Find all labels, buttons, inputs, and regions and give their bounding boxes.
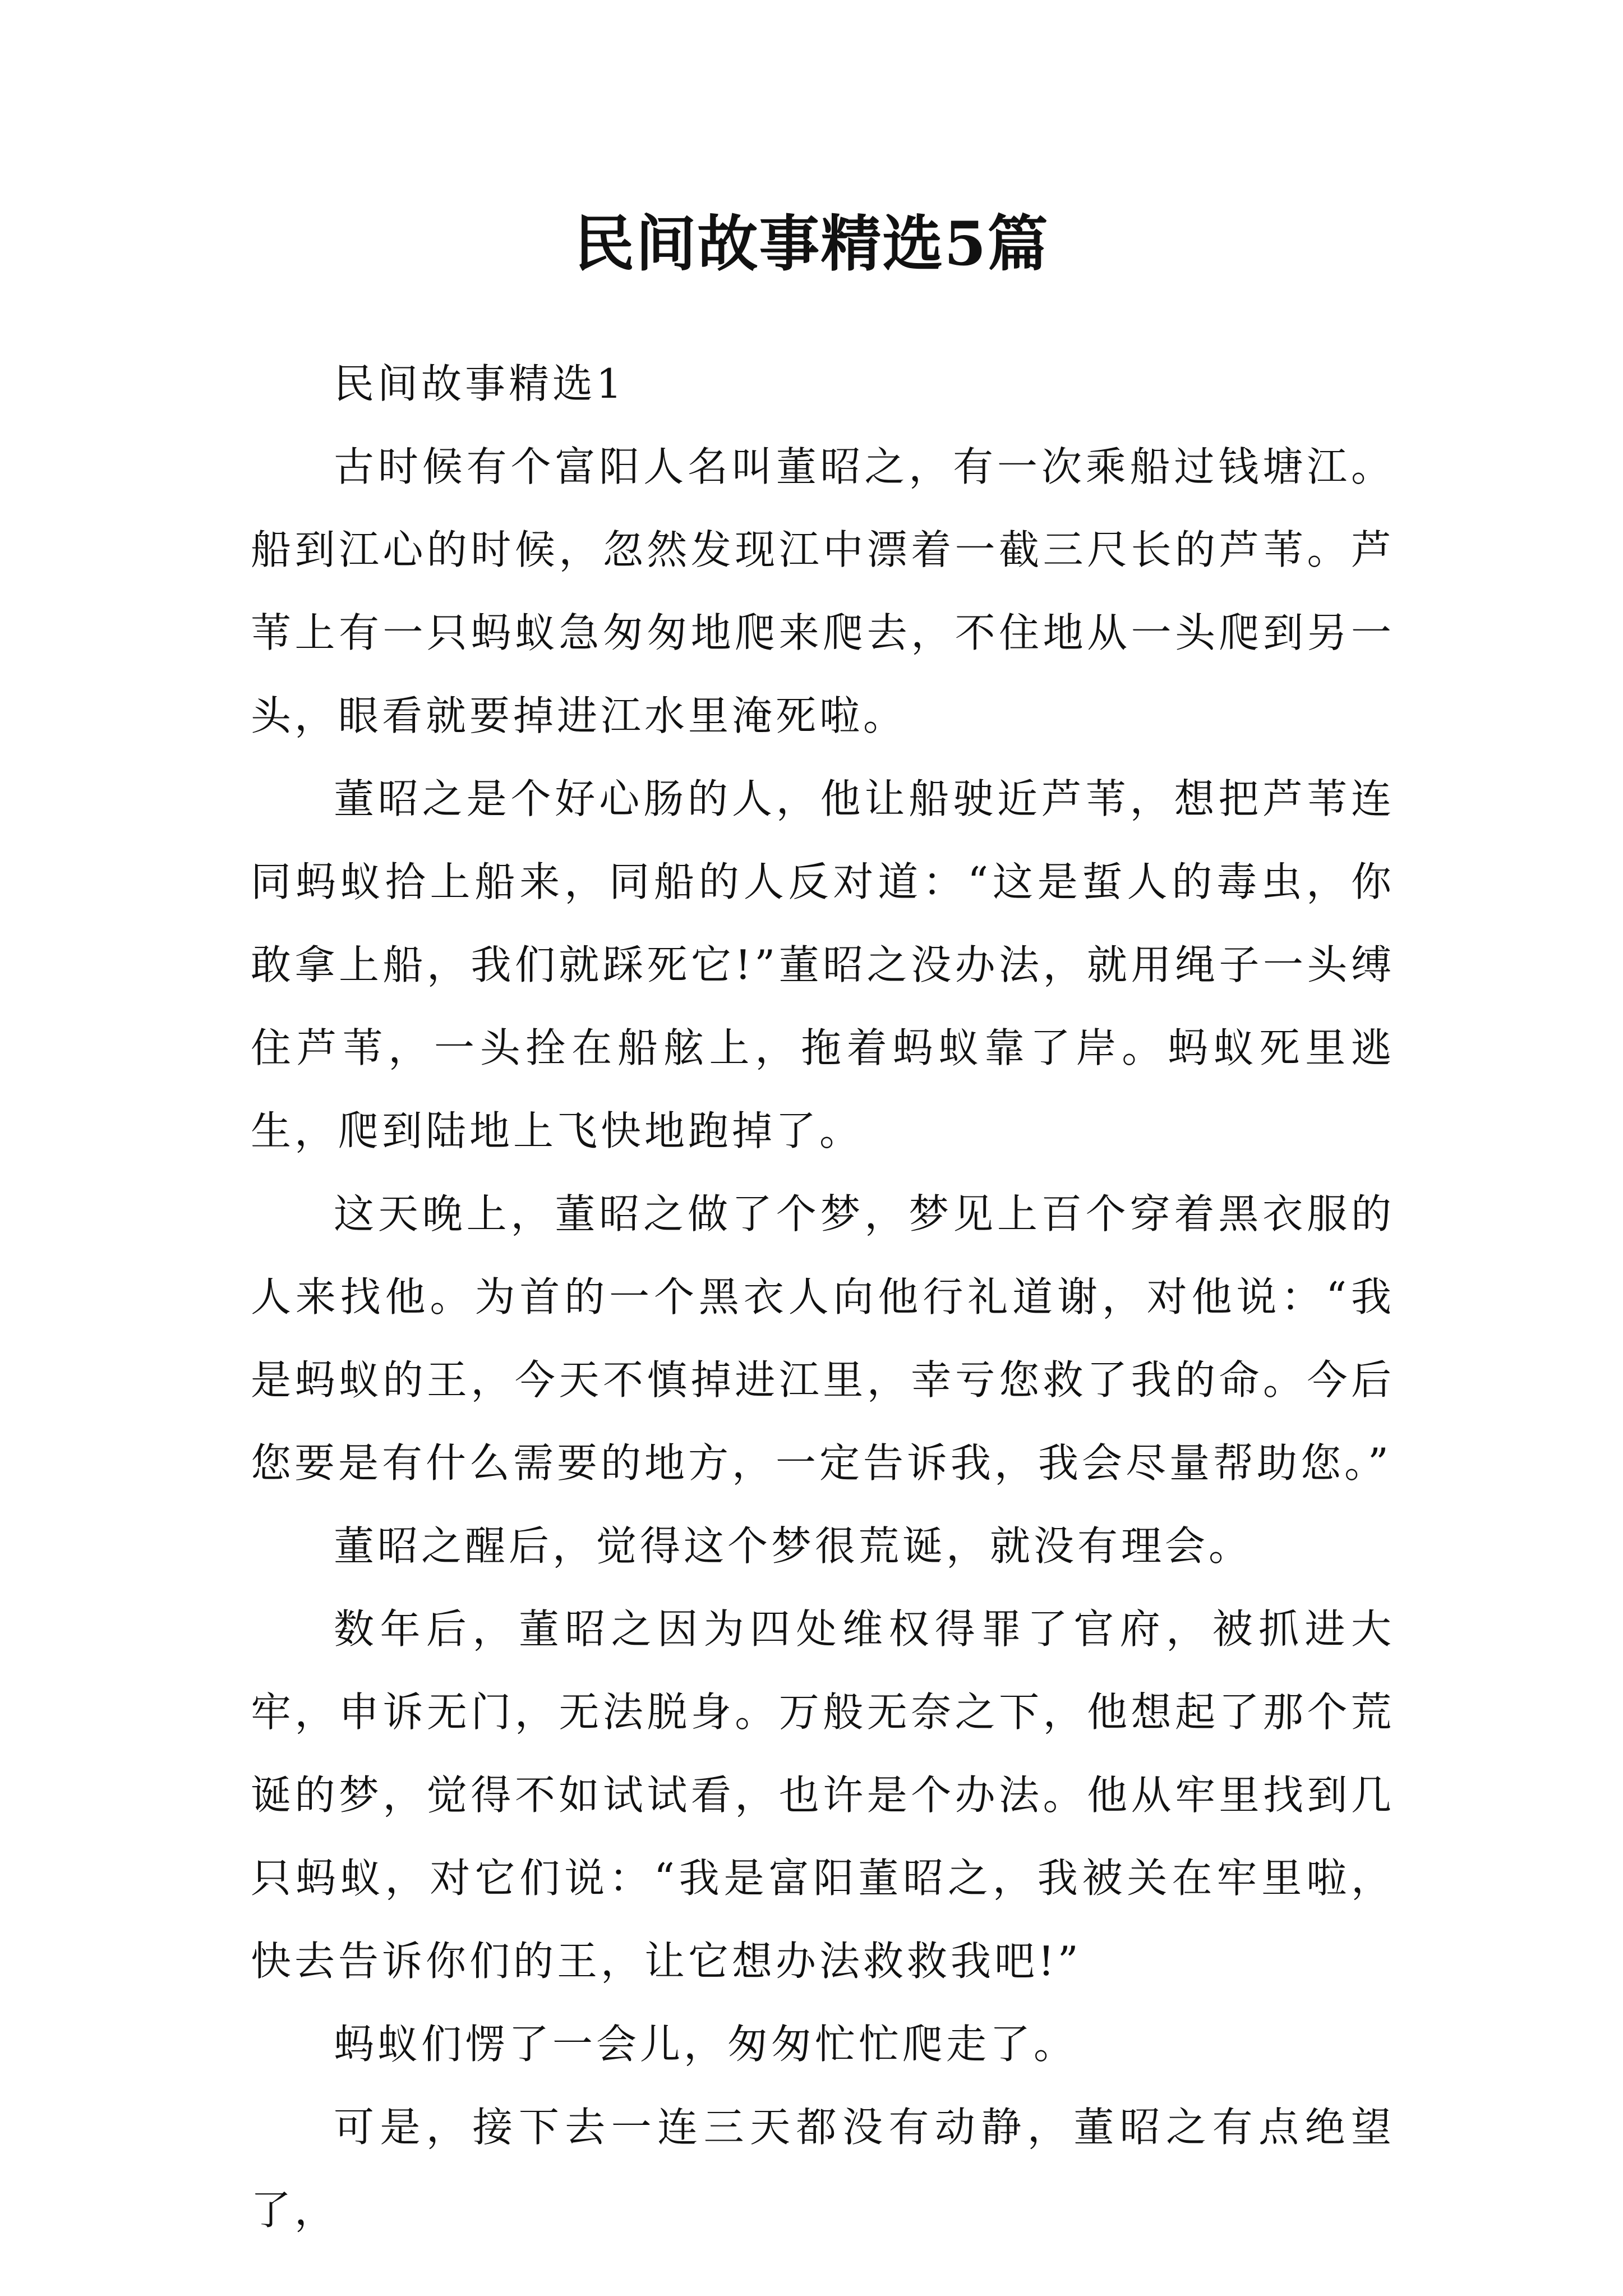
- document-title: 民间故事精选5篇: [574, 209, 1049, 279]
- section-heading: 民间故事精选1: [334, 360, 625, 407]
- paragraph: 蚂蚁们愣了一会儿，匆匆忙忙爬走了。: [334, 2021, 1078, 2068]
- paragraph: 董昭之是个好心肠的人，他让船驶近芦苇，想把芦苇连同蚂蚁拾上船来，同船的人反对道：“这是蜇人的毒虫，你敢拿上船，我们就踩死它!”董昭之没办法，就用绳子一头缚住芦苇，一头拴在船舷上，拖着蚂蚁靠了岸。蚂蚁死里逃生，爬到陆地上飞快地跑掉了。: [251, 775, 1395, 1154]
- paragraph: 这天晚上，董昭之做了个梦，梦见上百个穿着黑衣服的人来找他。为首的一个黑衣人向他行礼道谢，对他说：“我是蚂蚁的王，今天不慎掉进江里，幸亏您救了我的命。今后您要是有什么需要的地方，一定告诉我，我会尽量帮助您。”: [251, 1190, 1395, 1487]
- paragraph: 可是，接下去一连三天都没有动静，董昭之有点绝望了，: [251, 2104, 1395, 2234]
- paragraph: 董昭之醒后，觉得这个梦很荒诞，就没有理会。: [334, 1522, 1253, 1570]
- document-body: [251, 342, 1395, 2252]
- paragraph: 数年后，董昭之因为四处维权得罪了官府，被抓进大牢，申诉无门，无法脱身。万般无奈之下，他想起了那个荒诞的梦，觉得不如试试看，也许是个办法。他从牢里找到几只蚂蚁，对它们说：“我是富阳董昭之，我被关在牢里啦，快去告诉你们的王，让它想办法救救我吧!”: [251, 1605, 1395, 1985]
- paragraph: 古时候有个富阳人名叫董昭之，有一次乘船过钱塘江。船到江心的时候，忽然发现江中漂着一截三尺长的芦苇。芦苇上有一只蚂蚁急匆匆地爬来爬去，不住地从一头爬到另一头，眼看就要掉进江水里淹死啦。: [251, 443, 1395, 739]
